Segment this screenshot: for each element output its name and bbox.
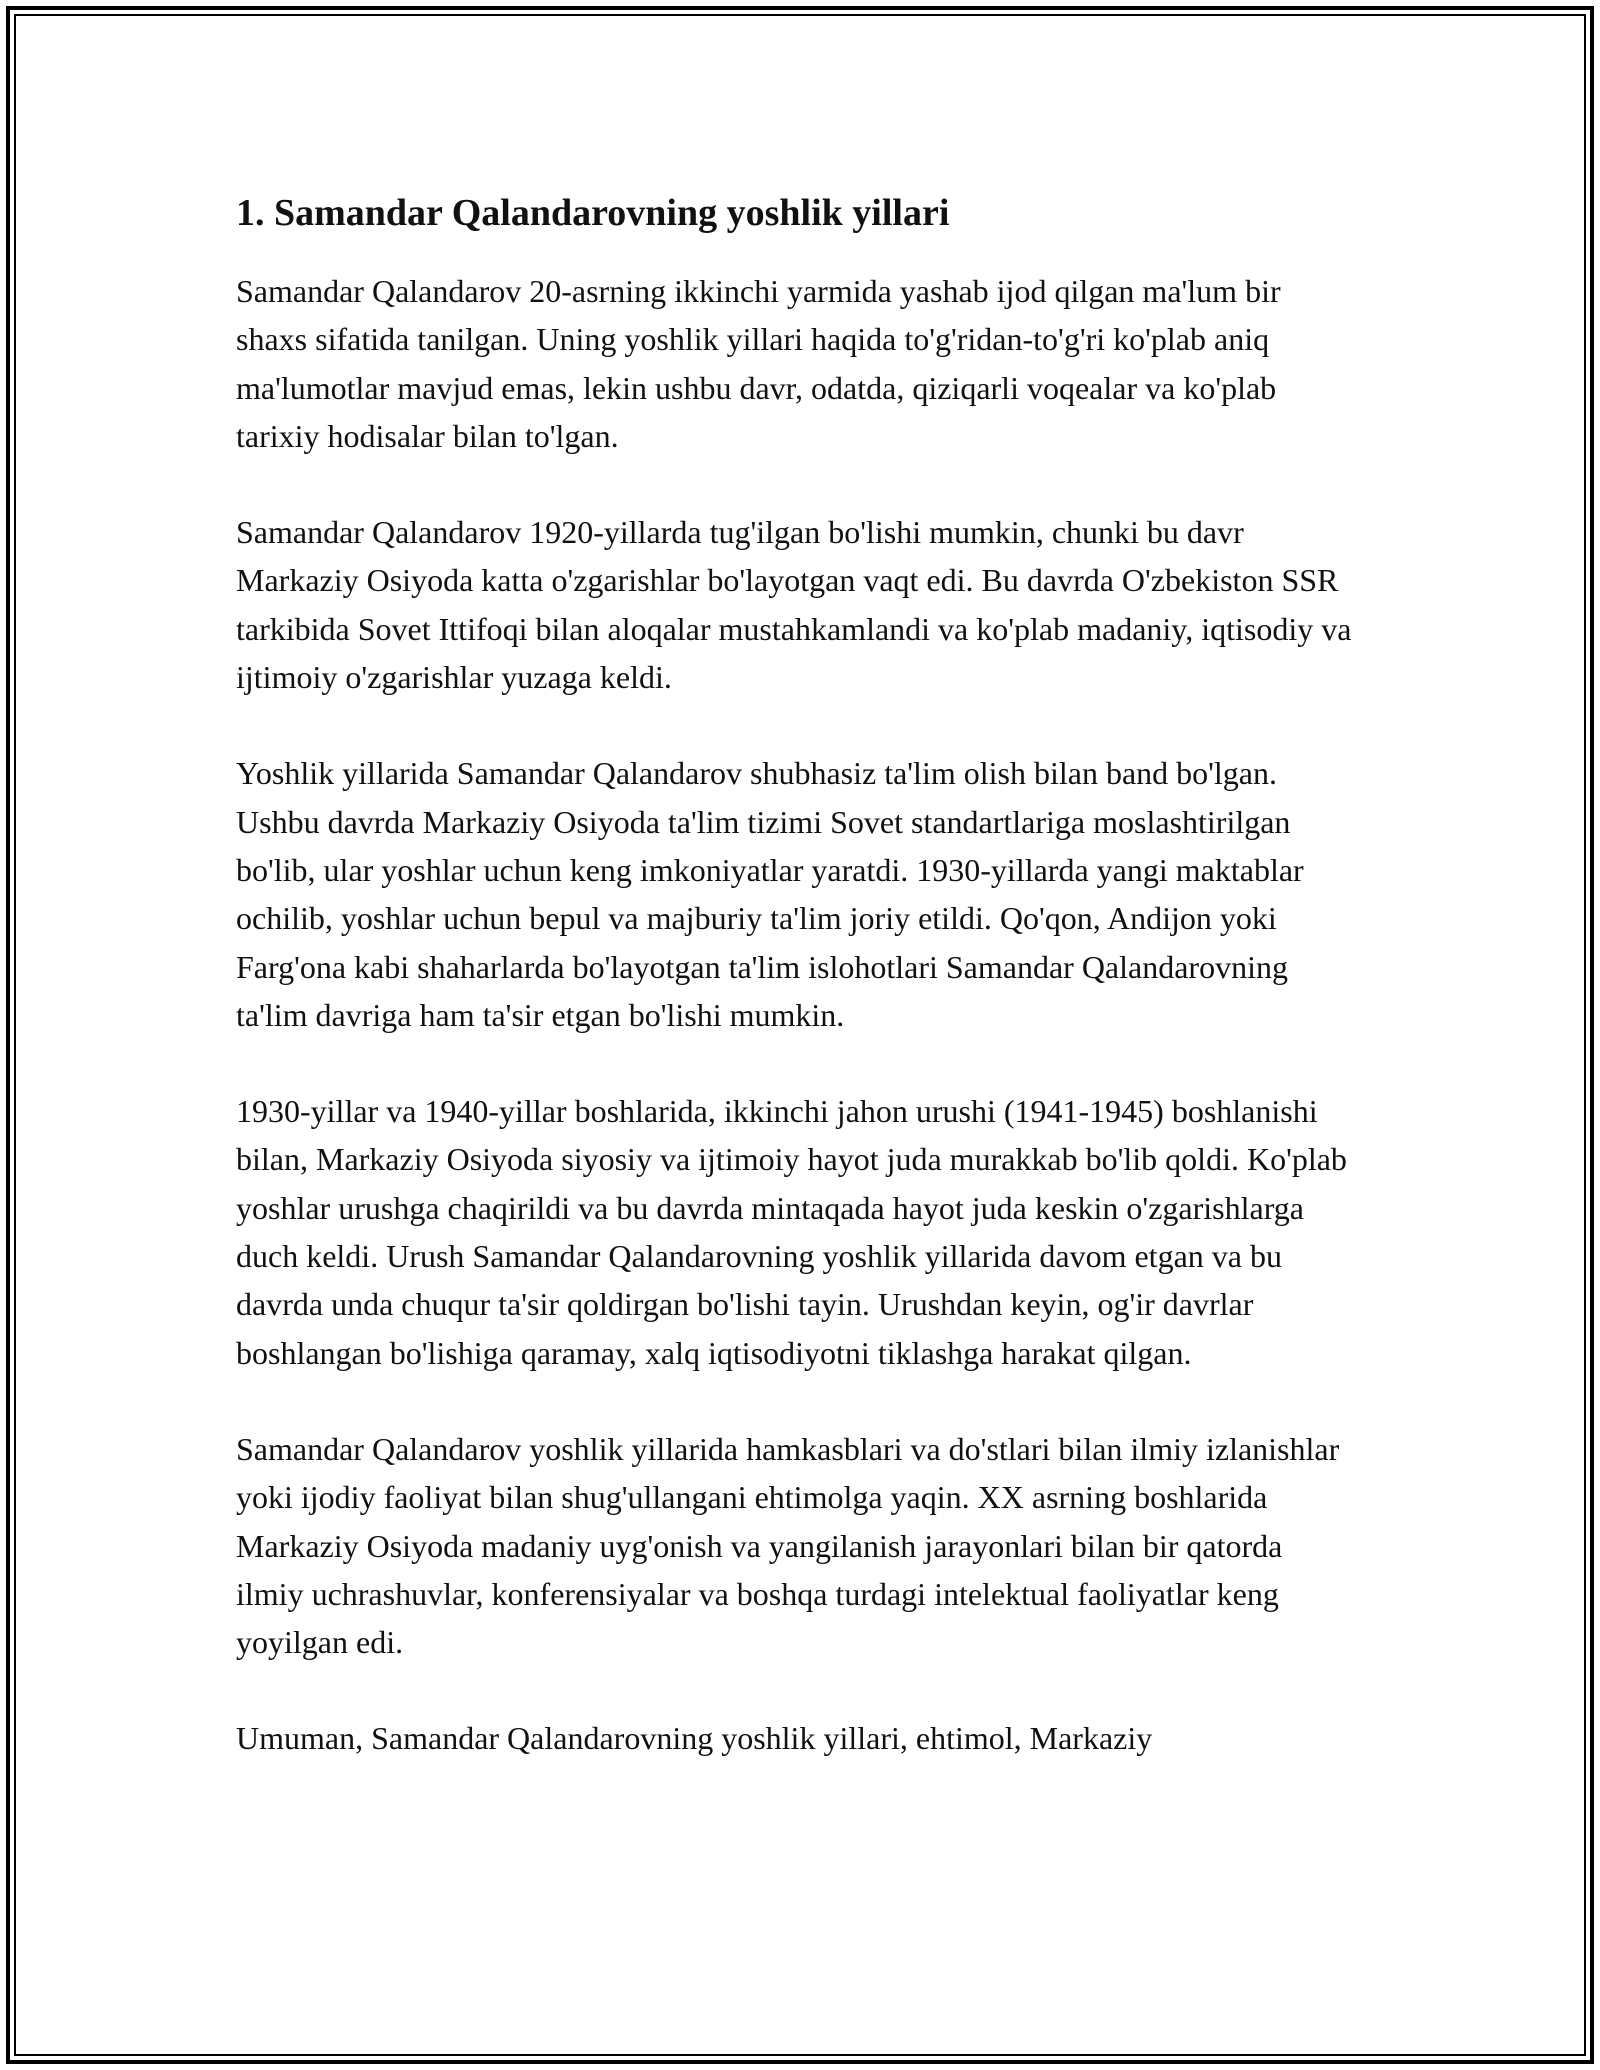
paragraph: Samandar Qalandarov 1920-yillarda tug'ilgan bo'lishi mumkin, chunki bu davr Markaziy Osiyoda katta o'zgarishlar bo'layotgan vaqt edi. Bu davrda O'zbekiston SSR tarkibida Sovet Ittifoqi bilan aloqalar mustahkamlandi va ko'plab madaniy, iqtisodiy va ijtimoiy o'zgarishlar yuzaga keldi. (236, 514, 1352, 696)
paragraph: Yoshlik yillarida Samandar Qalandarov shubhasiz ta'lim olish bilan band bo'lgan. Ushbu davrda Markaziy Osiyoda ta'lim tizimi Sovet standartlariga moslashtirilgan bo'lib, ular yoshlar uchun keng imkoniyatlar yaratdi. 1930-yillarda yangi maktablar ochilib, yoshlar uchun bepul va majburiy ta'lim joriy etildi. Qo'qon, Andijon yoki Farg'ona kabi shaharlarda bo'layotgan ta'lim islohotlari Samandar Qalandarovning ta'lim davriga ham ta'sir etgan bo'lishi mumkin. (236, 755, 1304, 1033)
paragraph: Samandar Qalandarov yoshlik yillarida hamkasblari va do'stlari bilan ilmiy izlanishlar yoki ijodiy faoliyat bilan shug'ullangani ehtimolga yaqin. XX asrning boshlarida Markaziy Osiyoda madaniy uyg'onish va yangilanish jarayonlari bilan bir qatorda ilmiy uchrashuvlar, konferensiyalar va boshqa turdagi intelektual faoliyatlar keng yoyilgan edi. (236, 1430, 1340, 1661)
section-heading: 1. Samandar Qalandarovning yoshlik yillari (236, 192, 950, 234)
paragraph: Umuman, Samandar Qalandarovning yoshlik yillari, ehtimol, Markaziy (236, 1720, 1153, 1757)
paragraph: 1930-yillar va 1940-yillar boshlarida, ikkinchi jahon urushi (1941-1945) boshlanishi bilan, Markaziy Osiyoda siyosiy va ijtimoiy hayot juda murakkab bo'lib qoldi. Ko'plab yoshlar urushga chaqirildi va bu davrda mintaqada hayot juda keskin o'zgarishlarga duch keldi. Urush Samandar Qalandarovning yoshlik yillarida davom etgan va bu davrda unda chuqur ta'sir qoldirgan bo'lishi tayin. Urushdan keyin, og'ir davrlar boshlangan bo'lishiga qaramay, xalq iqtisodiyotni tiklashga harakat qilgan. (236, 1093, 1347, 1371)
paragraph: Samandar Qalandarov 20-asrning ikkinchi yarmida yashab ijod qilgan ma'lum bir shaxs sifatida tanilgan. Uning yoshlik yillari haqida to'g'ridan-to'g'ri ko'plab aniq ma'lumotlar mavjud emas, lekin ushbu davr, odatda, qiziqarli voqealar va ko'plab tarixiy hodisalar bilan to'lgan. (236, 273, 1281, 454)
document-body (236, 183, 1356, 1811)
